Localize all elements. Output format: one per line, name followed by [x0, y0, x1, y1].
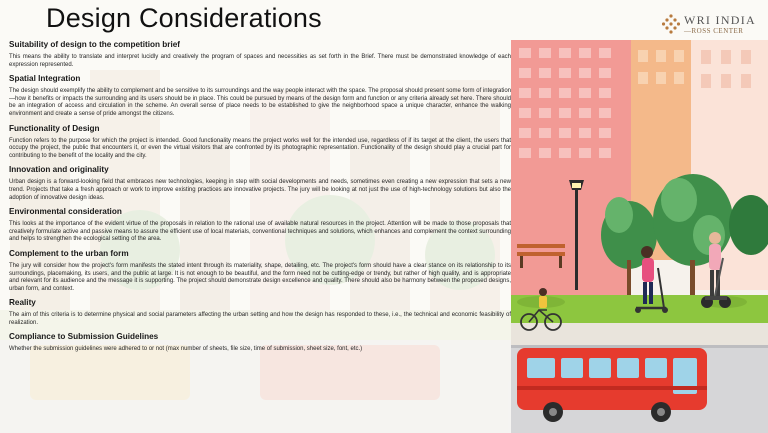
criterion-compliance — [9, 332, 511, 354]
criterion-heading: Functionality of Design — [9, 123, 100, 133]
criterion-body: Function refers to the purpose for which the project is intended. Good functionality means the project works well for the intended use, regardless of if its target at the client, the users that occupy the project, the public that encounters it, or even the virtual visitors that are confronted by its photographic representation. Functionality of the design should play a crucial part for contributing to the benefit of the locality and the city. — [9, 137, 511, 159]
street-illustration — [511, 40, 768, 433]
criterion-heading: Suitability of design to the competition brief — [9, 40, 181, 49]
criterion-body: The design should exemplify the ability to complement and be sensitive to its surroundings and the way people interact with the space. The proposal should present some form of integration—how it benefits or impacts the surrounding and its users should be in place. This could be pursued by means of the design form and function or any criteria already set here. There should be an integration of access and circulation in the scheme. An overall sense of place needs to be established to give the neighborhood space a unique character, enhance the walking environment and create a sense of pride amongst the citizens. — [9, 88, 511, 117]
criterion-heading: Spatial Integration — [9, 74, 81, 84]
criterion-body: The jury will consider how the project's form manifests the stated intent through its materiality, shape, detailing, etc. The project's form should have a clear stance on its relationship to its surroundings, placemaking, its users, and the public at large. It is not enough to be beautiful, and the form need not be cutting-edge or trendy, but rather of high quality, and is appropriate and relevant for its audience and the message it is supporting. The project should demonstrate design excellence and quality. There should also be harmony between the proposed designs, urban form, and context. — [9, 262, 511, 292]
criterion-reality — [9, 298, 511, 327]
criterion-environmental — [9, 207, 511, 244]
logo-name: WRI INDIA — [684, 13, 757, 27]
bench — [517, 244, 565, 248]
criterion-body: The aim of this criteria is to determine physical and social parameters affecting the urban setting and how the design has responded to these, i.e., the technical and economic feasibility of realization. — [9, 312, 511, 326]
criterion-body: This means the ability to translate and interpret lucidly and creatively the program of spaces and necessities as set forth in the Brief. There must be demonstrated knowledge of each expression represented. — [9, 54, 511, 68]
criterion-urban-form — [9, 249, 511, 293]
criterion-heading: Environmental consideration — [9, 207, 122, 217]
page-title: Design Considerations — [46, 3, 322, 33]
wri-logo-icon — [662, 13, 680, 35]
criterion-body: This looks at the importance of the evident virtue of the proposals in relation to the rational use of available natural resources in the project. Attention will be made to those proposals that creatively formulate active and passive means to assure the efficient use of local materials, conventional techniques and solutions, which enhances and complement the context surrounding and helps to strengthen the ecological setting of the area. — [9, 221, 511, 243]
criterion-heading: Innovation and originality — [9, 165, 109, 175]
criterion-body: Whether the submission guidelines were adhered to or not (max number of sheets, file size, time of submission, sheet size, font, etc.) — [9, 346, 363, 353]
criterion-functionality — [9, 124, 511, 161]
sidewalk — [511, 323, 768, 345]
criterion-innovation — [9, 165, 511, 202]
criterion-suitability — [9, 40, 511, 69]
wri-logo — [662, 12, 764, 38]
criterion-body: Urban design is a forward-looking field that embraces new technologies, keeping in step with social developments and needs, sometimes even creating a new expression that sets a new trend. Projects that take a fresh approach or work to improve existing practices are innovative projects. The jury will be looking at not just the use of high-technology solutions but also the adoption of innovative design ideas. — [9, 179, 511, 201]
street-lamp — [575, 190, 578, 290]
criterion-heading: Compliance to Submission Guidelines — [9, 332, 159, 342]
criterion-heading: Complement to the urban form — [9, 248, 129, 258]
logo-subtitle: —ROSS CENTER — [684, 27, 744, 35]
criteria-list — [9, 40, 511, 359]
criterion-spatial-integration — [9, 74, 511, 118]
criterion-heading: Reality — [9, 298, 36, 308]
